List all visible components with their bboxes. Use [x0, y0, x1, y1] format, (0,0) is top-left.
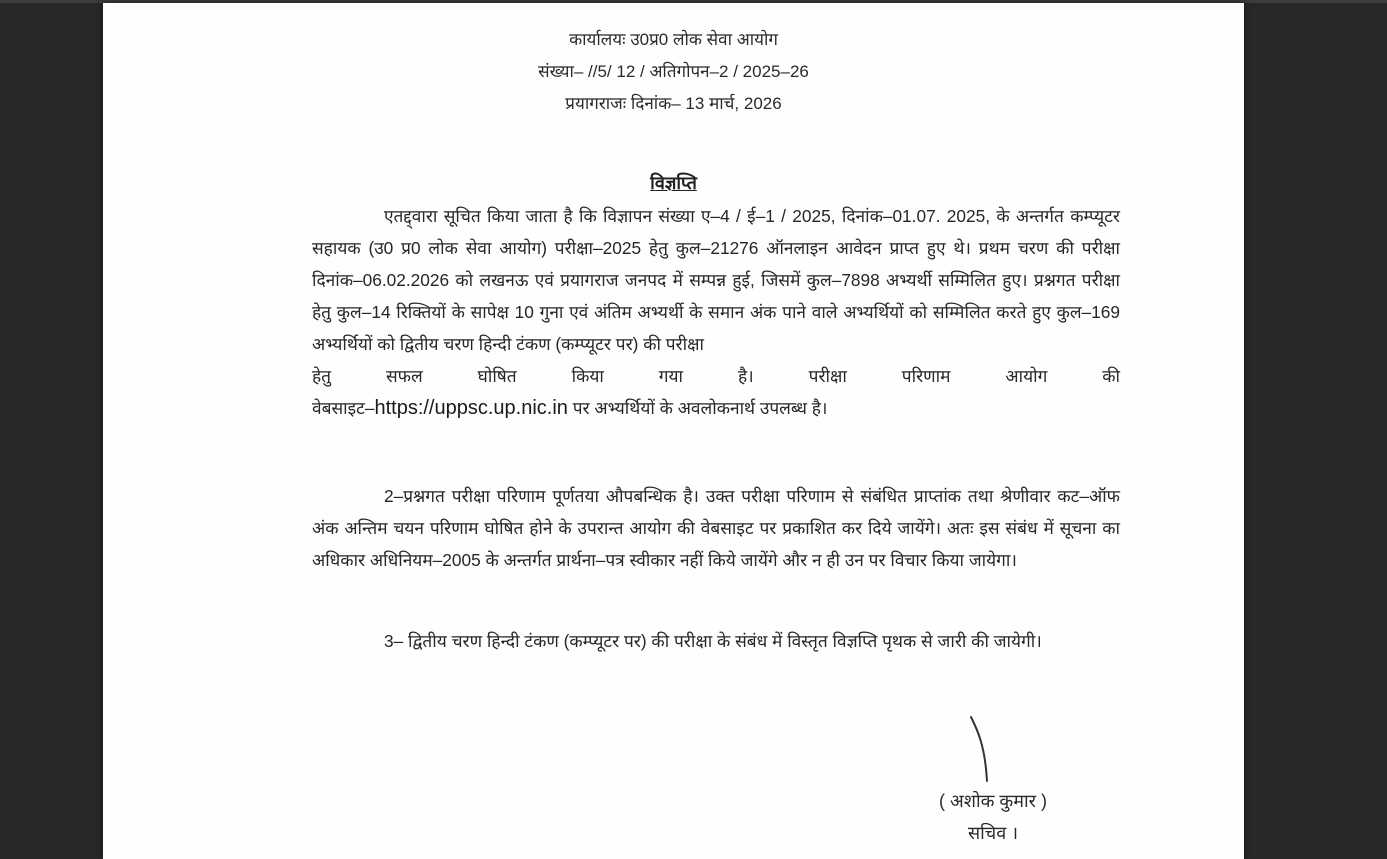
- paragraph-1-main: एतद्द्वारा सूचित किया जाता है कि विज्ञापन संख्या ए–4 / ई–1 / 2025, दिनांक–01.07. 2025, के अन्तर्गत कम्प्यूटर सहायक (उ0 प्र0 लोक सेवा आयोग) परीक्षा–2025 हेतु कुल–21276 ऑनलाइन आवेदन प्राप्त हुए थे। प्रथम चरण की परीक्षा दिनांक–06.02.2026 को लखनऊ एवं प्रयागराज जनपद में सम्पन्न हुई, जिसमें कुल–7898 अभ्यर्थी सम्मिलित हुए। प्रश्नगत परीक्षा हेतु कुल–14 रिक्तियों के सापेक्ष 10 गुना एवं अंतिम अभ्यर्थी के समान अंक पाने वाले अभ्यर्थियों को सम्मिलित करते हुए कुल–169 अभ्यर्थियों को द्वितीय चरण हिन्दी टंकण (कम्प्यूटर पर) की परीक्षा: [312, 206, 1120, 354]
- word: है।: [737, 366, 754, 386]
- signature-icon: [963, 715, 1003, 783]
- word: किया: [571, 366, 604, 386]
- word: हेतु: [312, 366, 332, 386]
- office-name: कार्यालयः उ0प्र0 लोक सेवा आयोग: [569, 30, 778, 49]
- website-suffix: पर अभ्यर्थियों के अवलोकनार्थ उपलब्ध है।: [567, 398, 828, 418]
- word: गया: [658, 366, 684, 386]
- word: आयोग: [1005, 366, 1048, 386]
- paragraph-2: 2–प्रश्नगत परीक्षा परिणाम पूर्णतया औपबन्धिक है। उक्त परीक्षा परिणाम से संबंधित प्राप्तांक तथा श्रेणीवार कट–ऑफ अंक अन्तिम चयन परिणाम घोषित होने के उपरान्त आयोग की वेबसाइट पर प्रकाशित कर दिये जायेंगे। अतः इस संबंध में सूचना का अधिकार अधिनियम–2005 के अन्तर्गत प्रार्थना–पत्र स्वीकार नहीं किये जायेंगे और न ही उन पर विचार किया जायेगा।: [312, 486, 1120, 570]
- website-link[interactable]: https://uppsc.up.nic.in: [374, 397, 568, 419]
- paragraph-3: 3– द्वितीय चरण हिन्दी टंकण (कम्प्यूटर पर) की परीक्षा के संबंध में विस्तृत विज्ञप्ति पृथक से जारी की जायेगी।: [384, 631, 1042, 651]
- word: परीक्षा: [808, 366, 847, 386]
- paragraph-1-spaced-line: [312, 360, 1120, 392]
- website-line: [312, 392, 1120, 424]
- paragraph-1: [312, 200, 1120, 424]
- signatory-designation: सचिव ।: [967, 823, 1019, 843]
- document-page: [103, 3, 1244, 859]
- notice-title: विज्ञप्ति: [650, 173, 697, 193]
- website-prefix: वेबसाइट–: [312, 398, 375, 418]
- place-and-date: प्रयागराजः दिनांक– 13 मार्च, 2026: [565, 94, 782, 113]
- word: की: [1102, 366, 1120, 386]
- signatory-name: ( अशोक कुमार ): [938, 791, 1048, 811]
- word: सफल: [385, 366, 423, 386]
- reference-number: संख्या– //5/ 12 / अतिगोपन–2 / 2025–26: [538, 62, 809, 81]
- word: परिणाम: [901, 366, 951, 386]
- word: घोषित: [477, 366, 517, 386]
